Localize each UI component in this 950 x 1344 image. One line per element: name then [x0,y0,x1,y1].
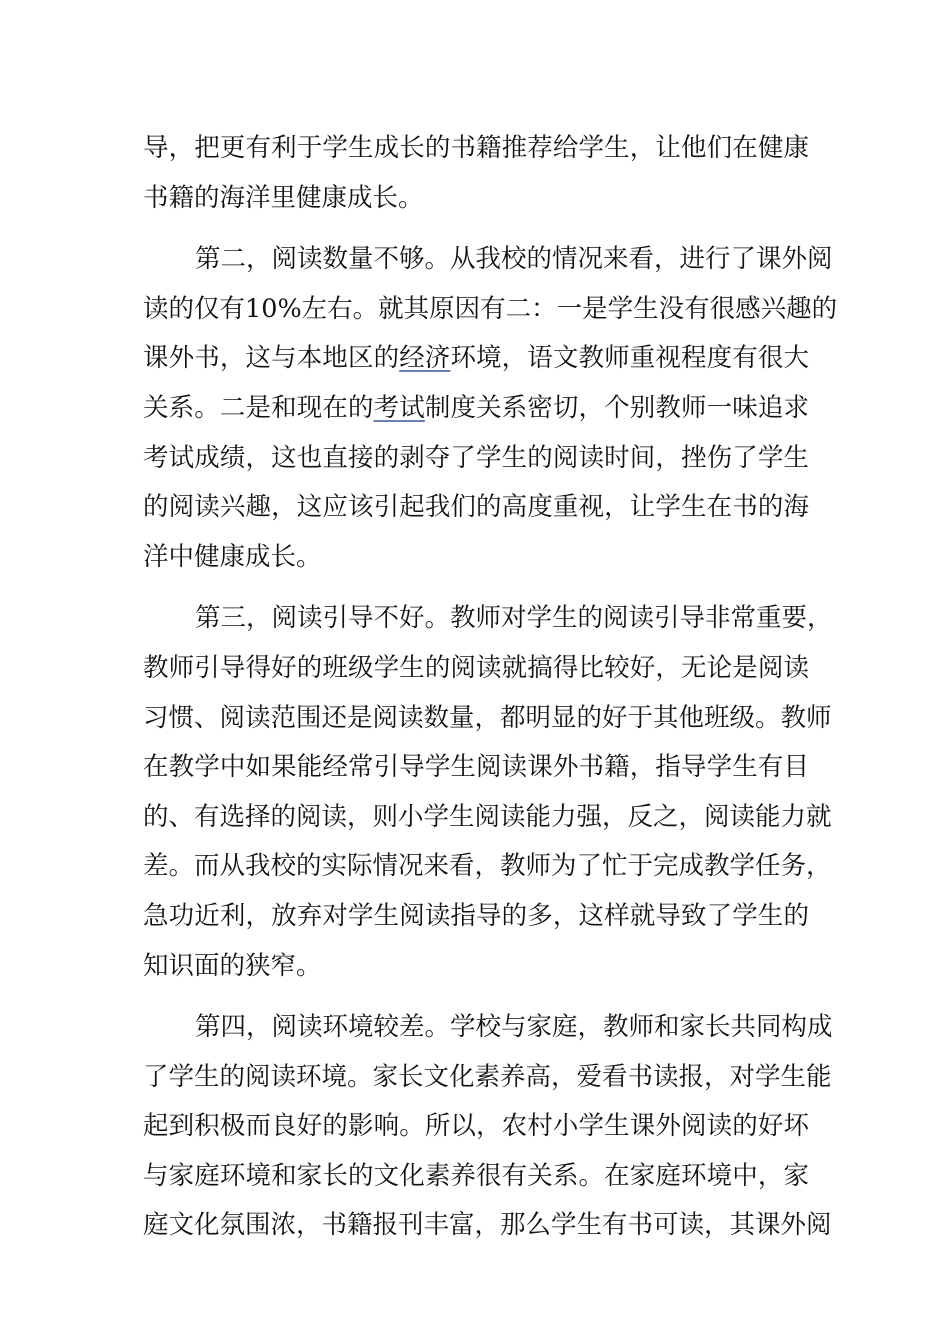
paragraph-gap [143,223,809,235]
text-line: 庭文化氛围浓，书籍报刊丰富，那么学生有书可读，其课外阅 [143,1210,832,1241]
text-line: 知识面的狭窄。 [143,950,322,981]
text-line: 第四，阅读环境较差。学校与家庭，教师和家长共同构成 [195,1012,833,1043]
paragraph-1 [143,124,809,223]
text-line [143,334,809,384]
text-segment: 关系。二是和现在的 [143,392,374,423]
paragraph-3 [143,594,833,991]
text-segment: 环境，语文教师重视程度有很大 [450,343,809,374]
text-segment: 制度关系密切，个别教师一味追求 [424,392,809,423]
paragraph-gap [143,991,809,1003]
text-line: 与家庭环境和家长的文化素养很有关系。在家庭环境中，家 [143,1160,809,1191]
text-line: 考试成绩，这也直接的剥夺了学生的阅读时间，挫伤了学生 [143,442,809,473]
text-line: 习惯、阅读范围还是阅读数量，都明显的好于其他班级。教师 [143,702,832,733]
text-segment: 课外书，这与本地区的 [143,343,400,374]
text-line: 的阅读兴趣，这应该引起我们的高度重视，让学生在书的海 [143,492,809,523]
text-line: 了学生的阅读环境。家长文化素养高，爱看书读报，对学生能 [143,1061,832,1092]
text-line: 在教学中如果能经常引导学生阅读课外书籍，指导学生有目 [143,752,809,783]
text-line: 读的仅有10%左右。就其原因有二：一是学生没有很感兴趣的 [143,293,838,324]
text-line: 导，把更有利于学生成长的书籍推荐给学生，让他们在健康 [143,133,809,163]
paragraph-gap [143,582,809,594]
economy-link[interactable]: 经济 [399,343,451,374]
text-line: 的、有选择的阅读，则小学生阅读能力强，反之，阅读能力就 [143,801,832,832]
text-line: 起到积极而良好的影响。所以，农村小学生课外阅读的好坏 [143,1111,809,1142]
paragraph-2 [143,235,838,582]
paragraph-4 [143,1003,833,1251]
text-line [143,384,809,434]
text-line: 急功近利，放弃对学生阅读指导的多，这样就导致了学生的 [143,900,809,931]
text-line: 教师引导得好的班级学生的阅读就搞得比较好，无论是阅读 [143,652,809,683]
text-line: 第三，阅读引导不好。教师对学生的阅读引导非常重要， [195,603,833,634]
text-line: 书籍的海洋里健康成长。 [143,182,424,213]
document-body [143,124,838,1251]
text-line: 第二，阅读数量不够。从我校的情况来看，进行了课外阅 [195,244,833,275]
text-line: 差。而从我校的实际情况来看，教师为了忙于完成教学任务， [143,851,832,882]
exam-link[interactable]: 考试 [373,392,425,423]
text-line: 洋中健康成长。 [143,541,322,572]
